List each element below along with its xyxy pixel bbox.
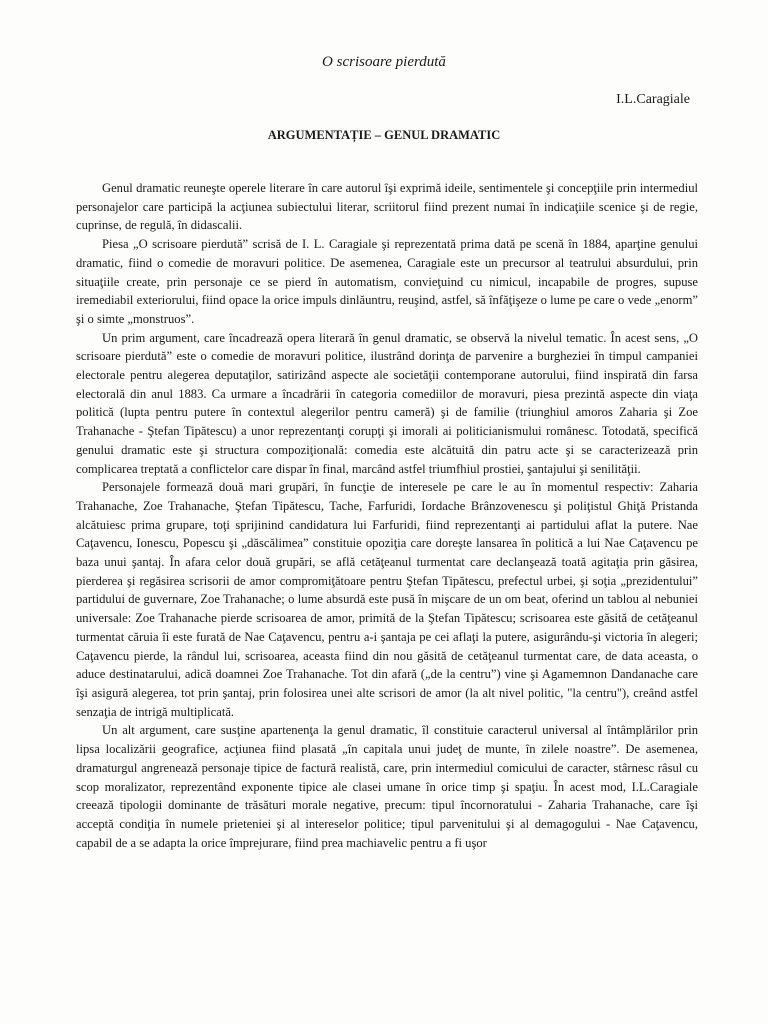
section-heading: ARGUMENTAȚIE – GENUL DRAMATIC [267,128,501,142]
paragraph: Piesa „O scrisoare pierdută” scrisă de I. L. Caragiale şi reprezentată prima dată pe scenă în 1884, aparţine genului dramatic, fiind o comedie de moravuri politice. De asemenea, Caragiale este un precursor al teatrului absurdului, prin situaţiile create, prin personaje ce se pierd în automatism, convieţuind cu nimicul, incapabile de progres, supuse iremediabil exteriorului, fiind opace la orice impuls dinlăuntru, reuşind, astfel, să înfăţişeze o lume pe care o vede „enorm” şi o simte „monstruos”. [76,237,698,326]
document-author: I.L.Caragiale [616,92,690,107]
document-title: O scrisoare pierdută [322,54,446,70]
document-body [76,179,698,852]
paragraph: Genul dramatic reuneşte operele literare în care autorul îşi exprimă ideile, sentimentele şi concepţiile prin intermediul personajelor care participă la acţiunea subiectului literar, scriitorul fiind prezent numai în indicaţiile scenice şi de regie, cuprinse, de regulă, în didascalii. [76,181,698,233]
paragraph: Un alt argument, care susţine apartenenţa la genul dramatic, îl constituie caracterul universal al întâmplărilor prin lipsa localizării geografice, acţiunea fiind plasată „în capitala unui judeţ de munte, în zilele noastre”. De asemenea, dramaturgul angrenează personaje tipice de factură realistă, care, prin intermediul comicului de caracter, stârnesc râsul cu scop moralizator, reprezentând exponente tipice ale clasei umane în orice timp şi spaţiu. În acest mod, I.L.Caragiale creează tipologii dominante de trăsături morale negative, precum: tipul încornoratului - Zaharia Trahanache, care îşi acceptă condiţia în numele prieteniei şi al intereselor politice; tipul parvenitului şi al demagogului - Nae Caţavencu, capabil de a se adapta la orice împrejurare, fiind prea machiavelic pentru a fi uşor [76,723,698,850]
paragraph: Personajele formează două mari grupări, în funcţie de interesele pe care le au în momentul respectiv: Zaharia Trahanache, Zoe Trahanache, Ştefan Tipătescu, Tache, Farfuridi, Iordache Brânzovenescu şi poliţistul Ghiţă Pristanda alcătuiesc prima grupare, toţi sprijinind candidatura lui Farfuridi, fiind reprezentanţi ai partidului aflat la putere. Nae Caţavencu, Ionescu, Popescu şi „dăscălimea” constituie opoziţia care doreşte lansarea în politică a lui Nae Caţavencu pe baza unui şantaj. În afara celor două grupări, se află cetăţeanul turmentat care declanşează toată agitaţia prin găsirea, pierderea şi regăsirea scrisorii de amor compromiţătoare pentru Ştefan Tipătescu, prefectul urbei, şi soţia „prezidentului” partidului de guvernare, Zoe Trahanache; o lume absurdă este pusă în mişcare de un om beat, oferind un tablou al nebuniei universale: Zoe Trahanache pierde scrisoarea de amor, primită de la Ştefan Tipătescu; scrisoarea este găsită de cetăţeanul turmentat căruia îi este furată de Nae Caţavencu, pentru a-i şantaja pe cei aflaţi la putere, asigurându-şi victoria în alegeri; Caţavencu pierde, la rândul lui, scrisoarea, aceasta fiind din nou găsită de cetăţeanul turmentat care, de data aceasta, o aduce destinatarului, adică doamnei Zoe Trahanache. Tot din afară („de la centru”) vine şi Agamemnon Dandanache care îşi asigură alegerea, tot prin şantaj, prin folosirea unei alte scrisori de amor (la alt nivel politic, "la centru"), creând astfel senzaţia de intrigă multiplicată. [76,480,698,719]
paragraph: Un prim argument, care încadrează opera literară în genul dramatic, se observă la nivelul tematic. În acest sens, „O scrisoare pierdută” este o comedie de moravuri politice, ilustrând dorinţa de parvenire a burgheziei în timpul campaniei electorale pentru alegerea deputaţilor, satirizând aspecte ale societăţii contemporane autorului, fiind inspirată din farsa electorală din anul 1883. Ca urmare a încadrării în categoria comediilor de moravuri, piesa prezintă aspecte din viaţa politică (lupta pentru putere în contextul alegerilor pentru cameră) şi de familie (triunghiul amoros Zaharia şi Zoe Trahanache - Ştefan Tipătescu) a unor reprezentanţi corupţi şi imorali ai politicianismului românesc. Totodată, specifică genului dramatic este şi structura compoziţională: comedia este alcătuită din patru acte şi se caracterizează prin complicarea treptată a conflictelor care dispar în final, marcând astfel triumfhiul prostiei, şantajului şi senilităţii. [76,330,698,476]
